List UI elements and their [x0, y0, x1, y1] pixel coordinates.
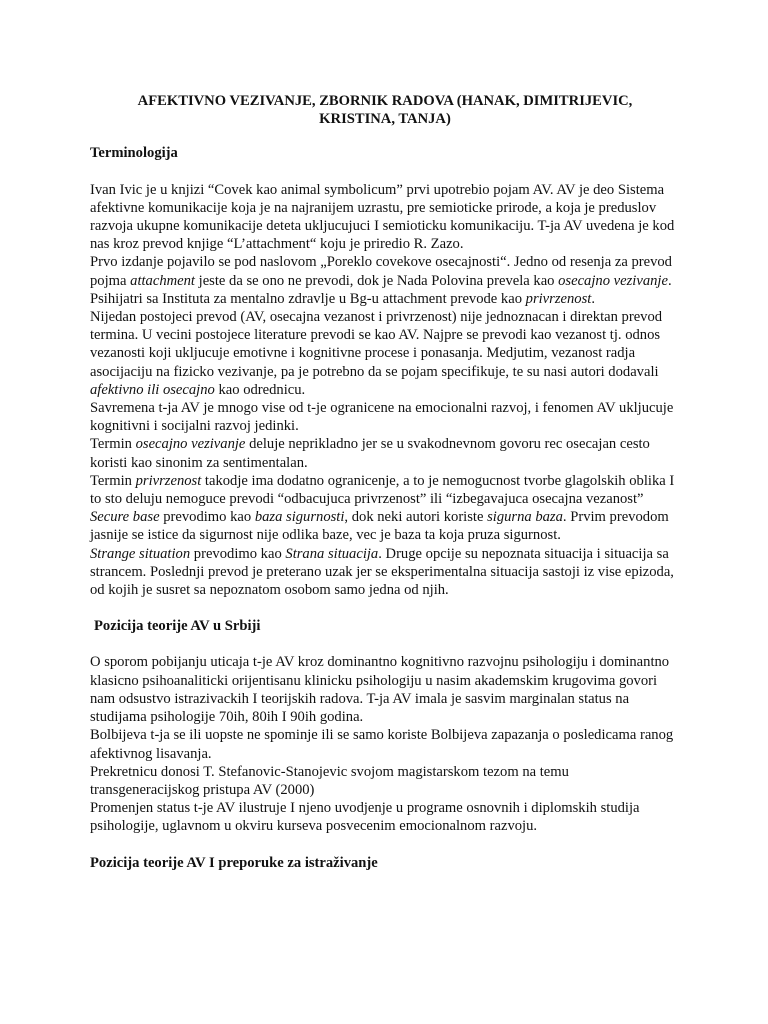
paragraph: Nijedan postojeci prevod (AV, osecajna vezanost i privrzenost) nije jednoznacan i direktan prevod termina. U vecini postojece literature prevodi se kao AV. Najpre se prevodi kao vezanost tj. odnos vezanosti koji ukljucuje emotivne i kognitivne procese i ponasanja. Medjutim, vezanost radja asocijaciju na fizicko vezivanje, pa je potrebno da se pojam specifikuje, te su nasi autori dodavali afektivno ili osecajno kao odrednicu. [90, 309, 663, 398]
section-heading-pozicija-srbija: Pozicija teorije AV u Srbiji [94, 618, 261, 635]
paragraph: Prekretnicu donosi T. Stefanovic-Stanojevic svojom magistarskom tezom na temu transgeneracijskog pristupa AV (2000) [90, 763, 569, 798]
paragraph: Bolbijeva t-ja se ili uopste ne spominje ili se samo koriste Bolbijeva zapazanja o posledicama ranog afektivnog lisavanja. [90, 727, 674, 762]
paragraph: O sporom pobijanju uticaja t-je AV kroz dominantno kognitivno razvojnu psihologiju i dominantno klasicno psihoanaliticki orijentisanu klinicku psihologiju u nasim akademskim krugovima govori nam odsustvo istrazivackih I teorijskih radova. T-ja AV imala je sasvim marginalan status na studijama psihologije 70ih, 80ih I 90ih godina. [90, 654, 670, 726]
paragraph: Ivan Ivic je u knjizi “Covek kao animal symbolicum” prvi upotrebio pojam AV. AV je deo Sistema afektivne komunikacije koja je na najranijem uzrastu, pre semioticke prirode, a koja je preduslov razvoja ukupne komunikacije deteta ukljucujuci I semioticku komunikaciju. T-ja AV uvedena je kod nas kroz prevod knjige “L’attachment“ koju je priredio R. Zazo. [90, 181, 675, 253]
document-page [90, 92, 680, 890]
paragraph: Termin privrzenost takodje ima dodatno ogranicenje, a to je nemogucnost tvorbe glagolskih oblika I to sto deluju nemoguce prevodi “odbacujuca privrzenost” ili “izbegavajuca osecajna vezanost” [90, 472, 675, 508]
paragraph: Termin osecajno vezivanje deluje neprikladno jer se u svakodnevnom govoru rec osecajan cesto koristi kao sinonim za sentimentalan. [90, 436, 650, 471]
section-heading-preporuke: Pozicija teorije AV I preporuke za istraživanje [90, 854, 378, 871]
document-title: AFEKTIVNO VEZIVANJE, ZBORNIK RADOVA (HANAK, DIMITRIJEVIC, KRISTINA, TANJA) [137, 93, 633, 128]
section-heading-terminologija: Terminologija [90, 145, 178, 162]
paragraph: Promenjen status t-je AV ilustruje I njeno uvodjenje u programe osnovnih i diplomskih studija psihologije, uglavnom u okviru kurseva posvecenim emocionalnom razvoju. [90, 800, 640, 835]
paragraph: Savremena t-ja AV je mnogo vise od t-je ogranicene na emocionalni razvoj, i fenomen AV ukljucuje kognitivni i socijalni razvoj jedinki. [90, 400, 674, 435]
paragraph: Prvo izdanje pojavilo se pod naslovom „Poreklo covekove osecajnosti“. Jedno od resenja za prevod pojma attachment jeste da se ono ne prevodi, dok je Nada Polovina prevela kao osecajno vezivanje. Psihijatri sa Instituta za mentalno zdravlje u Bg-u attachment prevode kao privrzenost. [90, 254, 672, 307]
section-pozicija-srbija [90, 653, 680, 835]
paragraph: Strange situation prevodimo kao Strana situacija. Druge opcije su nepoznata situacija i situacija sa strancem. Poslednji prevod je preterano uzak jer se eksperimentalna situacija sastoji iz vise epizoda, od kojih je susret sa nepoznatom osobom samo jedna od njih. [90, 545, 674, 599]
section-terminologija [90, 181, 680, 600]
paragraph: Secure base prevodimo kao baza sigurnosti, dok neki autori koriste sigurna baza. Prvim prevodom jasnije se istice da sigurnost nije odlika baze, vec je baza ta koja pruza sigurnost. [90, 509, 669, 544]
